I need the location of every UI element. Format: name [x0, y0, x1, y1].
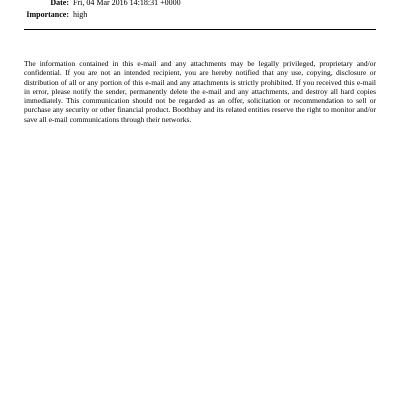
date-row — [0, 0, 376, 9]
importance-label: Importance: — [26, 10, 69, 19]
importance-row — [0, 9, 376, 21]
date-label: Date: — [50, 0, 69, 7]
email-header — [0, 0, 376, 30]
date-value: Fri, 04 Mar 2016 14:18:31 +0000 — [73, 0, 181, 7]
disclaimer-text: The information contained in this e-mail and any attachments may be legally privileged, proprietary and/or confidential. If you are not an intended recipient, you are hereby notified that any use, copying, disclosure or distribution of all or any portion of this e-mail and any attachments is strictly prohibited. If you received this e-mail in error, please notify the sender, permanently delete the e-mail and any attachments, and destroy all hard copies immediately. This communication should not be regarded as an offer, solicitation or recommendation to sell or purchase any security or other financial product. Boothbay and its related entities reserve the right to monitor and/or save all e-mail communications through their networks. — [24, 59, 376, 124]
importance-value: high — [73, 10, 88, 19]
header-divider — [24, 29, 376, 30]
